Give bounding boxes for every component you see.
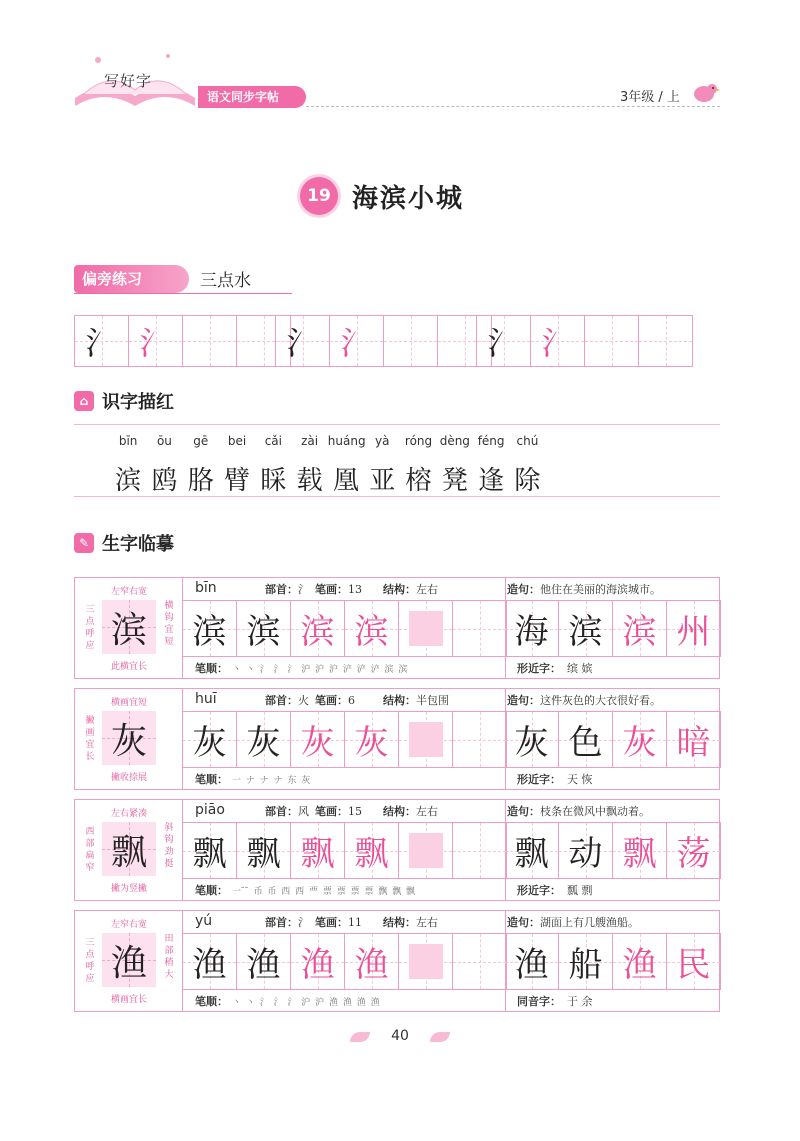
radical-grid-char: 氵 [85, 324, 118, 362]
info-value: 左右 [416, 583, 438, 596]
practice-cell[interactable] [399, 712, 453, 767]
stroke-order-label: 笔顺： [195, 773, 228, 786]
practice-cell[interactable] [399, 934, 453, 989]
word-char: 滨 [622, 612, 657, 652]
sentence-text: 这件灰色的大衣很好看。 [540, 694, 661, 707]
practice-char: 灰 [300, 723, 335, 763]
info-value: 13 [348, 582, 362, 596]
practice-row [183, 601, 507, 656]
recognize-char: 亚 [369, 466, 396, 496]
grade-label: 3年级 / 上 [620, 90, 680, 105]
info-radical [265, 578, 309, 600]
practice-cell[interactable] [183, 712, 237, 767]
word-char: 飘 [514, 834, 549, 874]
stroke-order-text: 一 ナ ナ ナ 东 灰 [232, 775, 312, 786]
word-cell[interactable] [613, 823, 667, 878]
practice-char: 滨 [300, 612, 335, 652]
word-char: 船 [568, 945, 603, 985]
practice-cell[interactable] [237, 934, 291, 989]
tip-top: 横画宜短 [110, 698, 147, 708]
word-char: 渔 [514, 945, 549, 985]
lesson-number-badge: 19 [300, 177, 338, 215]
pinyin-label: róng [404, 434, 433, 448]
pinyin-label: cǎi [264, 434, 282, 448]
word-cell[interactable] [613, 601, 667, 656]
divider [74, 424, 720, 425]
info-label: 结构： [383, 694, 416, 707]
practice-cell[interactable] [453, 712, 507, 767]
word-cell[interactable] [613, 934, 667, 989]
radical-grid [275, 315, 492, 367]
radical-grid-cell[interactable] [129, 315, 183, 367]
recognize-char-item [437, 434, 473, 497]
logo-text: 写好字 [104, 72, 153, 90]
recognize-char: 凰 [332, 466, 359, 496]
info-label: 部首： [265, 805, 298, 818]
copy-card [74, 577, 720, 679]
book-icon: ⌂ [74, 391, 94, 411]
similar-text: 于 余 [567, 995, 593, 1008]
info-label: 笔画： [315, 805, 348, 818]
pinyin-label: chú [516, 434, 539, 448]
sentence-label: 造句： [507, 805, 540, 818]
char-pinyin: bīn [195, 580, 217, 596]
practice-row [183, 934, 507, 989]
recognize-char-list [110, 434, 546, 497]
petal-left-icon [350, 1032, 370, 1042]
stroke-order-text: 丶 丶 氵 氵 氵 沪 沪 渔 渔 渔 渔 [232, 997, 381, 1008]
tip-left: 西部扁窄 [85, 827, 95, 873]
info-label: 结构： [383, 583, 416, 596]
word-cell[interactable] [667, 601, 721, 656]
word-cell[interactable] [505, 712, 559, 767]
model-char: 飘 [110, 831, 147, 873]
pinyin-label: bīn [118, 434, 138, 448]
trace-hint-block [409, 833, 443, 868]
info-radical [265, 911, 309, 933]
similar-text: 瓢 剽 [567, 884, 593, 897]
header-tag: 语文同步字帖 [198, 86, 306, 108]
card-rule [183, 656, 721, 657]
practice-cell[interactable] [345, 712, 399, 767]
recognize-char: 鸥 [151, 466, 178, 496]
radical-grid-cell[interactable] [183, 315, 237, 367]
recognize-char: 胳 [187, 466, 214, 496]
tip-bottom: 此横宜长 [110, 662, 147, 672]
recognize-char-item [291, 434, 327, 497]
word-char: 灰 [514, 723, 549, 763]
model-char-box [102, 822, 156, 876]
practice-cell[interactable] [183, 601, 237, 656]
similar-chars [517, 991, 593, 1011]
similar-chars [517, 769, 593, 789]
stroke-order-text: 丶 丶 氵 氵 氵 沪 沪 沪 浐 浐 浐 滨 滨 [232, 664, 409, 675]
recognize-char: 滨 [115, 466, 142, 496]
divider [74, 496, 720, 497]
pinyin-label: bei [227, 434, 247, 448]
tip-top: 左窄右宽 [110, 587, 147, 597]
word-char: 动 [568, 834, 603, 874]
sentence [507, 800, 650, 822]
info-label: 笔画： [315, 583, 348, 596]
radical-grid-cell[interactable] [639, 315, 693, 367]
word-char: 灰 [622, 723, 657, 763]
copy-section-header [74, 530, 174, 556]
word-char: 州 [676, 612, 711, 652]
stroke-order-label: 笔顺： [195, 662, 228, 675]
radical-grid-cell[interactable] [384, 315, 438, 367]
practice-char: 飘 [354, 834, 389, 874]
radical-grid [476, 315, 693, 367]
word-char: 民 [676, 945, 711, 985]
copy-title: 生字临摹 [102, 534, 174, 555]
practice-cell[interactable] [183, 823, 237, 878]
similar-text: 天 恢 [567, 773, 593, 786]
copy-card [74, 910, 720, 1012]
similar-chars [517, 658, 593, 678]
similar-label: 同音字： [517, 995, 561, 1008]
info-strokes [315, 800, 362, 822]
radical-grid-cell[interactable] [477, 315, 531, 367]
word-char: 飘 [622, 834, 657, 874]
sentence [507, 911, 639, 933]
practice-cell[interactable] [237, 601, 291, 656]
info-strokes [315, 911, 362, 933]
info-value: 火 [298, 694, 309, 707]
radical-grid [74, 315, 291, 367]
practice-char: 飘 [192, 834, 227, 874]
card-rule [183, 767, 721, 768]
info-value: 6 [348, 693, 355, 707]
sentence-text: 枝条在微风中飘动着。 [540, 805, 650, 818]
pinyin-label: zài [301, 434, 319, 448]
word-cell[interactable] [559, 601, 613, 656]
tip-top: 左右紧凑 [110, 809, 147, 819]
practice-char: 滨 [246, 612, 281, 652]
word-cell[interactable] [559, 712, 613, 767]
stroke-order-label: 笔顺： [195, 884, 228, 897]
info-strokes [315, 578, 362, 600]
recognize-char-item [509, 434, 545, 497]
practice-cell[interactable] [291, 601, 345, 656]
info-radical [265, 689, 309, 711]
stroke-order [195, 991, 381, 1011]
practice-char: 灰 [192, 723, 227, 763]
info-structure [383, 689, 449, 711]
tip-bottom: 撇为竖撇 [110, 884, 147, 894]
word-row [505, 601, 721, 656]
tip-bottom: 撇收捺展 [110, 773, 147, 783]
practice-cell[interactable] [399, 601, 453, 656]
practice-cell[interactable] [237, 712, 291, 767]
practice-char: 灰 [354, 723, 389, 763]
bird-icon [690, 78, 720, 106]
radical-name: 三点水 [200, 271, 251, 291]
info-label: 部首： [265, 694, 298, 707]
model-char: 滨 [110, 609, 147, 651]
similar-label: 形近字： [517, 773, 561, 786]
word-row [505, 823, 721, 878]
radical-grid-char: 氵 [139, 324, 172, 362]
word-char: 渔 [622, 945, 657, 985]
tip-right: 斜钩劲挺 [164, 823, 174, 869]
model-char-panel [75, 800, 183, 900]
model-char: 灰 [110, 720, 147, 762]
recognize-char-item [364, 434, 400, 497]
practice-cell[interactable] [291, 823, 345, 878]
tip-left: 撇画宜长 [85, 716, 95, 762]
tip-bottom: 横画宜长 [110, 995, 147, 1005]
word-char: 色 [568, 723, 603, 763]
model-char-panel [75, 689, 183, 789]
info-label: 笔画： [315, 694, 348, 707]
practice-cell[interactable] [345, 823, 399, 878]
header-divider [306, 106, 720, 107]
info-label: 结构： [383, 916, 416, 929]
info-value: 左右 [416, 805, 438, 818]
info-label: 部首： [265, 916, 298, 929]
tip-top: 左窄右宽 [110, 920, 147, 930]
info-radical [265, 800, 309, 822]
stroke-order-text: 一 ̄ ̄ 币 币 西 西 覀 票 票 票 票 飘 飘 飘 [232, 886, 417, 897]
stroke-order [195, 658, 408, 678]
recognize-char-item [400, 434, 436, 497]
radical-grid-cell[interactable] [531, 315, 585, 367]
radical-grid-cell[interactable] [276, 315, 330, 367]
word-cell[interactable] [667, 823, 721, 878]
model-char-box [102, 600, 156, 654]
pinyin-label: yà [374, 434, 390, 448]
practice-char: 渔 [192, 945, 227, 985]
practice-row [183, 823, 507, 878]
sentence-label: 造句： [507, 916, 540, 929]
recognize-char: 榕 [405, 466, 432, 496]
radical-grid-char: 氵 [541, 324, 574, 362]
radical-underline [74, 293, 292, 294]
sentence-label: 造句： [507, 583, 540, 596]
trace-hint-block [409, 944, 443, 979]
word-cell[interactable] [667, 934, 721, 989]
tip-right: 田部稍大 [164, 934, 174, 980]
radical-grid-char: 氵 [340, 324, 373, 362]
recognize-char-item [255, 434, 291, 497]
sentence [507, 578, 661, 600]
similar-chars [517, 880, 593, 900]
word-char: 海 [514, 612, 549, 652]
radical-grid-char: 氵 [487, 324, 520, 362]
practice-cell[interactable] [237, 823, 291, 878]
card-rule [183, 989, 721, 990]
model-char: 渔 [110, 942, 147, 984]
recognize-char-item [110, 434, 146, 497]
info-structure [383, 578, 438, 600]
lesson-heading [300, 174, 464, 218]
practice-cell[interactable] [399, 823, 453, 878]
practice-char: 渔 [354, 945, 389, 985]
sentence [507, 689, 661, 711]
practice-row [183, 712, 507, 767]
page-number: 40 [391, 1028, 409, 1044]
info-structure [383, 800, 438, 822]
word-cell[interactable] [505, 823, 559, 878]
pinyin-label: gē [193, 434, 209, 448]
tip-left: 三点呼应 [85, 605, 95, 651]
copy-card [74, 688, 720, 790]
trace-hint-block [409, 722, 443, 757]
info-structure [383, 911, 438, 933]
recognize-char: 睬 [260, 466, 287, 496]
card-rule [183, 878, 721, 879]
char-pinyin: piāo [195, 802, 225, 818]
practice-cell[interactable] [291, 712, 345, 767]
recognize-section-header [74, 388, 174, 414]
tip-right: 横钩宜短 [164, 601, 174, 647]
stroke-order [195, 769, 311, 789]
practice-cell[interactable] [453, 823, 507, 878]
trace-hint-block [409, 611, 443, 646]
word-char: 荡 [676, 834, 711, 874]
word-cell[interactable] [505, 601, 559, 656]
word-cell[interactable] [559, 823, 613, 878]
similar-label: 形近字： [517, 884, 561, 897]
info-label: 笔画： [315, 916, 348, 929]
radical-grid-cell[interactable] [585, 315, 639, 367]
sentence-label: 造句： [507, 694, 540, 707]
word-cell[interactable] [667, 712, 721, 767]
info-label: 部首： [265, 583, 298, 596]
model-char-box [102, 933, 156, 987]
practice-char: 渔 [300, 945, 335, 985]
info-value: 15 [348, 804, 362, 818]
word-cell[interactable] [559, 934, 613, 989]
practice-char: 灰 [246, 723, 281, 763]
petal-right-icon [430, 1032, 450, 1042]
practice-cell[interactable] [453, 934, 507, 989]
model-char-box [102, 711, 156, 765]
radical-grid-cell[interactable] [330, 315, 384, 367]
stroke-order [195, 880, 416, 900]
info-value: 风 [298, 805, 309, 818]
info-value: 氵 [298, 583, 309, 596]
practice-cell[interactable] [345, 601, 399, 656]
pinyin-label: huáng [327, 434, 366, 448]
word-row [505, 712, 721, 767]
model-char-panel [75, 578, 183, 678]
model-char-panel [75, 911, 183, 1011]
practice-cell[interactable] [453, 601, 507, 656]
info-value: 氵 [298, 916, 309, 929]
recognize-char-item [146, 434, 182, 497]
pinyin-label: ōu [156, 434, 172, 448]
sentence-text: 他住在美丽的海滨城市。 [540, 583, 661, 596]
char-pinyin: yú [195, 913, 213, 929]
practice-cell[interactable] [345, 934, 399, 989]
notebook-icon: ✎ [74, 533, 94, 553]
word-char: 滨 [568, 612, 603, 652]
info-value: 左右 [416, 916, 438, 929]
recognize-title: 识字描红 [102, 392, 174, 413]
word-char: 暗 [676, 723, 711, 763]
similar-text: 缤 嫔 [567, 662, 593, 675]
stroke-order-label: 笔顺： [195, 995, 228, 1008]
word-cell[interactable] [505, 934, 559, 989]
recognize-char: 逢 [478, 466, 505, 496]
word-row [505, 934, 721, 989]
recognize-char-item [183, 434, 219, 497]
practice-char: 飘 [300, 834, 335, 874]
practice-char: 渔 [246, 945, 281, 985]
lesson-title: 海滨小城 [352, 183, 465, 214]
practice-char: 滨 [354, 612, 389, 652]
similar-label: 形近字： [517, 662, 561, 675]
info-strokes [315, 689, 355, 711]
recognize-char: 除 [514, 466, 541, 496]
recognize-char-item [328, 434, 364, 497]
radical-practice-tag: 偏旁练习 [74, 265, 189, 293]
sentence-text: 湖面上有几艘渔船。 [540, 916, 639, 929]
practice-char: 飘 [246, 834, 281, 874]
practice-cell[interactable] [183, 934, 237, 989]
info-label: 结构： [383, 805, 416, 818]
recognize-char-item [473, 434, 509, 497]
copy-card [74, 799, 720, 901]
recognize-char: 臂 [224, 466, 251, 496]
practice-cell[interactable] [291, 934, 345, 989]
recognize-char: 载 [296, 466, 323, 496]
char-pinyin: huī [195, 691, 217, 707]
radical-grid-cell[interactable] [75, 315, 129, 367]
radical-grid-char: 氵 [286, 324, 319, 362]
word-cell[interactable] [613, 712, 667, 767]
info-value: 半包围 [416, 694, 449, 707]
recognize-char-item [219, 434, 255, 497]
pinyin-label: dèng [439, 434, 470, 448]
recognize-char: 凳 [441, 466, 468, 496]
practice-char: 滨 [192, 612, 227, 652]
info-value: 11 [348, 915, 362, 929]
tip-left: 三点呼应 [85, 938, 95, 984]
pinyin-label: féng [477, 434, 505, 448]
